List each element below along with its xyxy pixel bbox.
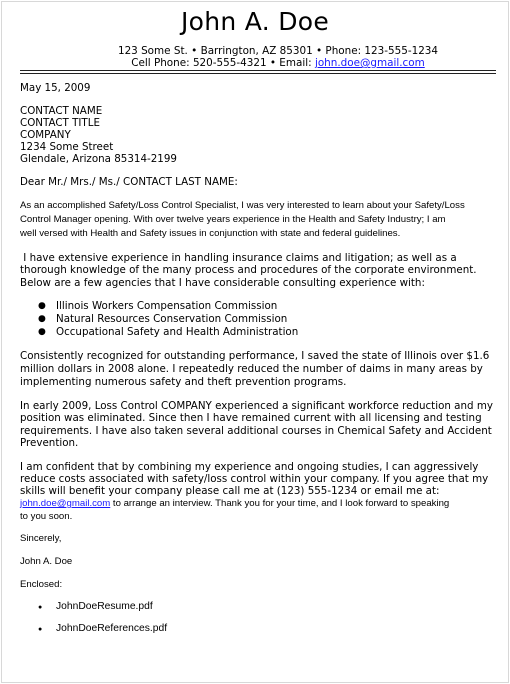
paragraph2-line: thorough knowledge of the many process and procedures of the corporate environment. xyxy=(20,264,477,276)
paragraph5-line: to you soon. xyxy=(20,511,73,522)
paragraph4-line: requirements. I have also taken several additional courses in Chemical Safety and Accident xyxy=(20,425,492,437)
paragraph1-line: As an accomplished Safety/Loss Control Specialist, I was very interested to learn about your Safety/Loss xyxy=(20,200,465,211)
paragraph3-line: Consistently recognized for outstanding performance, I saved the state of Illinois over $1.6 xyxy=(20,350,490,362)
closing: Sincerely, xyxy=(20,533,62,544)
paragraph4-line: position was eliminated. Since then I have remained current with all licensing and testing xyxy=(20,412,482,424)
sender-name: John A. Doe xyxy=(180,7,330,36)
sender-contact-line xyxy=(23,57,510,69)
recipient-line: Glendale, Arizona 85314-2199 xyxy=(20,153,177,165)
header-rule-thin xyxy=(20,73,496,74)
paragraph3-line: implementing numerous safety and theft prevention programs. xyxy=(20,376,347,388)
bullet-icon: ● xyxy=(38,327,46,337)
recipient-line: 1234 Some Street xyxy=(20,141,114,153)
recipient-line: COMPANY xyxy=(20,129,71,141)
paragraph1-line: Control Manager opening. With over twelve years experience in the Health and Safety Industry; I am xyxy=(20,214,446,225)
paragraph1-line: well versed with Health and Safety issues in conjunction with state and federal guidelines. xyxy=(20,228,401,239)
bullet-icon: ● xyxy=(38,626,43,633)
recipient-line: CONTACT NAME xyxy=(20,105,103,117)
sender-address-line: 123 Some St. • Barrington, AZ 85301 • Phone: 123-555-1234 xyxy=(117,45,439,57)
cell-phone-label: Cell Phone: 520-555-4321 • Email: xyxy=(131,57,315,69)
sender-email-link[interactable]: john.doe@gmail.com xyxy=(314,57,425,69)
signature-name: John A. Doe xyxy=(20,556,73,567)
page-border xyxy=(1,1,509,683)
paragraph4-line: In early 2009, Loss Control COMPANY experienced a significant workforce reduction and my xyxy=(20,400,493,412)
paragraph5-line: skills will benefit your company please call me at (123) 555-1234 or email me at: xyxy=(20,485,440,497)
header-rule-thick xyxy=(20,70,496,71)
bullet-icon: ● xyxy=(38,314,46,324)
recipient-line: CONTACT TITLE xyxy=(20,117,100,129)
cover-letter-page: John A. Doe 123 Some St. • Barrington, AZ 85301 • Phone: 123-555-1234 Cell Phone: 520-555-4321 • Email: john.doe@gmail.com May 15, 2009 CONTACT NAME CONTACT TITLE COMPANY 1234 Some Street Glendale, Arizona 85314-2199 Dear Mr./ Mrs./ Ms./ CONTACT LAST NAME: As an accomplished Safety/Loss Control Specialist, I was very interested to learn about your Safety/Loss Control Manager opening. With over twelve years experience in the Health and Safety Industry; I am well versed with Health and Safety issues in conjunction with state and federal guidelines. I have extensive experience in handling insurance claims and litigation; as well as a thorough knowledge of the many process and procedures of the corporate environment. Below are a few agencies that I have considerable consulting experience with: ● Illinois Workers Compensation Commission ● Natural Resources Conservation Commission ● Occupational Safety and Health Administration Consistently recognized for outstanding performance, I saved the state of Illinois over $1.6 million dollars in 2008 alone. I repeatedly reduced the number of daims in many areas by implementing numerous safety and theft prevention programs. In early 2009, Loss Control COMPANY experienced a significant workforce reduction and my position was eliminated. Since then I have remained current with all licensing and testing requirements. I have also taken several additional courses in Chemical Safety and Accident Prevention. I am confident that by combining my experience and ongoing studies, I can aggressively reduce costs associated with safety/loss control within your company. If you agree that my skills will benefit your company please call me at (123) 555-1234 or email me at: john.doe@gmail.com to arrange an interview. Thank you for your time, and I look forward to speaking to you soon. Sincerely, John A. Doe Enclosed: ● JohnDoeResume.pdf ● JohnDoeReferences.pdf xyxy=(0,0,510,684)
letter-date: May 15, 2009 xyxy=(20,82,91,94)
paragraph5-line: I am confident that by combining my experience and ongoing studies, I can aggressively xyxy=(20,461,479,473)
bullet-icon: ● xyxy=(38,604,43,611)
salutation: Dear Mr./ Mrs./ Ms./ CONTACT LAST NAME: xyxy=(20,176,238,188)
paragraph2-line: I have extensive experience in handling insurance claims and litigation; as well as a xyxy=(20,252,457,264)
paragraph5-line: reduce costs associated with safety/loss control within your company. If you agree that my xyxy=(20,473,489,485)
bullet-icon: ● xyxy=(38,301,46,311)
body-email-link[interactable]: john.doe@gmail.com xyxy=(20,498,111,509)
paragraph2-line: Below are a few agencies that I have considerable consulting experience with: xyxy=(20,277,425,289)
enclosed-label: Enclosed: xyxy=(20,579,63,590)
paragraph5-line: john.doe@gmail.com to arrange an interview. Thank you for your time, and I look forward to speaking xyxy=(20,498,450,509)
paragraph4-line: Prevention. xyxy=(20,437,79,449)
paragraph3-line: million dollars in 2008 alone. I repeatedly reduced the number of daims in many areas by xyxy=(20,363,483,375)
